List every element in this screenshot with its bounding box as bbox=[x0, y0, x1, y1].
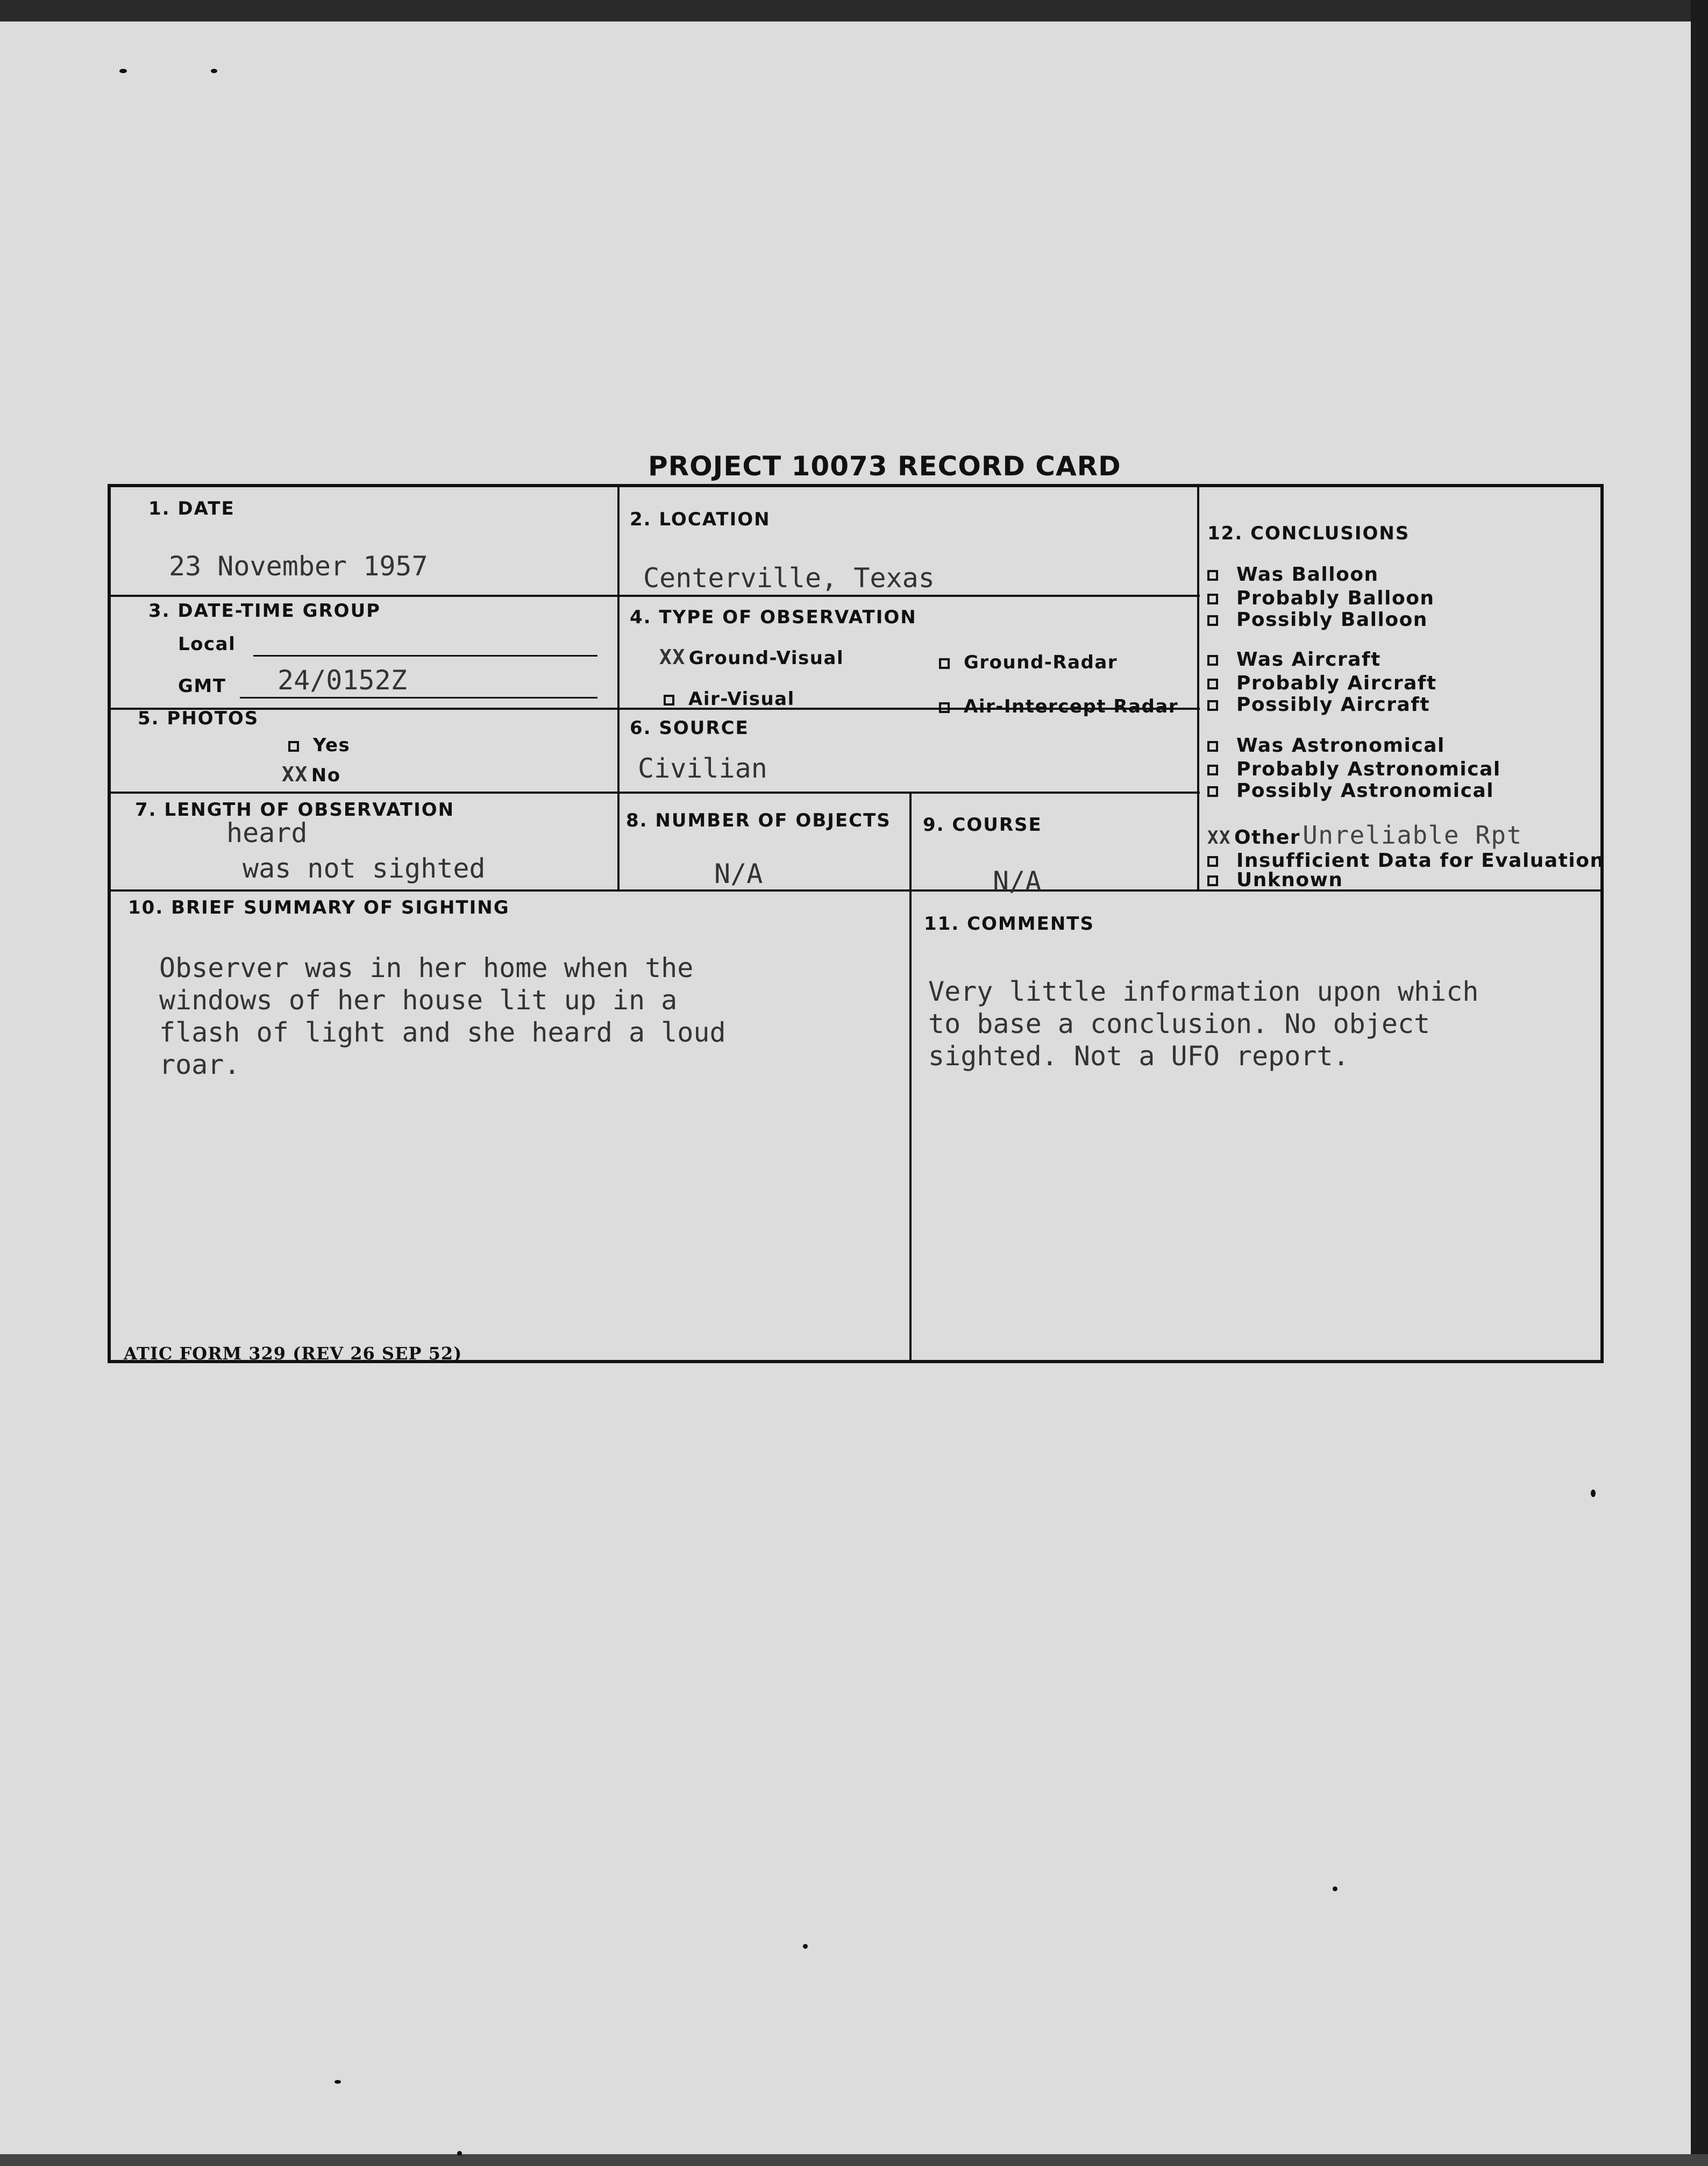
conclusion-option-label: Was Balloon bbox=[1236, 564, 1379, 586]
conclusion-option-label: Probably Aircraft bbox=[1236, 672, 1437, 694]
conclusion-probably-balloon bbox=[1207, 587, 1435, 609]
checked-mark: XX bbox=[1207, 827, 1231, 849]
option-label: No bbox=[311, 765, 341, 786]
conclusion-was-astronomical bbox=[1207, 735, 1445, 757]
rule bbox=[909, 792, 912, 1363]
conclusion-insufficient-data bbox=[1207, 850, 1605, 872]
scan-speck bbox=[1333, 1886, 1337, 1891]
form-identifier: ATIC FORM 329 (REV 26 SEP 52) bbox=[124, 1343, 462, 1364]
checkbox bbox=[939, 702, 950, 713]
checkbox bbox=[664, 695, 674, 706]
brief-summary-label: 10. BRIEF SUMMARY OF SIGHTING bbox=[128, 897, 510, 918]
type-of-observation-label: 4. TYPE OF OBSERVATION bbox=[630, 607, 917, 628]
checked-mark: XX bbox=[659, 645, 686, 669]
checkbox bbox=[1207, 655, 1218, 666]
date-time-group-label: 3. DATE-TIME GROUP bbox=[148, 600, 381, 622]
comment-line: Very little information upon which bbox=[928, 976, 1479, 1007]
checkbox bbox=[1207, 615, 1218, 626]
scan-edge-right bbox=[1691, 0, 1708, 2166]
option-label: Yes bbox=[313, 735, 351, 756]
conclusion-option-label: Unknown bbox=[1236, 869, 1343, 891]
checkbox bbox=[1207, 786, 1218, 797]
checkbox bbox=[288, 741, 299, 752]
option-label: Air-Visual bbox=[688, 688, 795, 710]
summary-line: flash of light and she heard a loud bbox=[159, 1017, 726, 1048]
option-photos-yes bbox=[288, 735, 350, 756]
scan-speck bbox=[335, 2080, 341, 2084]
course-value: N/A bbox=[993, 866, 1042, 897]
date-label: 1. DATE bbox=[148, 498, 235, 519]
photos-label: 5. PHOTOS bbox=[138, 708, 259, 729]
location-label: 2. LOCATION bbox=[630, 509, 771, 530]
checkbox bbox=[1207, 570, 1218, 581]
scan-edge-bottom bbox=[0, 2154, 1708, 2166]
source-label: 6. SOURCE bbox=[630, 717, 749, 739]
source-value: Civilian bbox=[638, 753, 767, 784]
conclusion-was-balloon bbox=[1207, 564, 1379, 586]
option-label: Ground-Visual bbox=[688, 647, 844, 669]
conclusion-option-label: Probably Balloon bbox=[1236, 587, 1435, 609]
rule bbox=[111, 792, 1200, 794]
gmt-label: GMT bbox=[178, 675, 226, 697]
checkbox bbox=[1207, 765, 1218, 775]
conclusion-possibly-aircraft bbox=[1207, 694, 1430, 716]
conclusion-possibly-astronomical bbox=[1207, 780, 1494, 802]
rule bbox=[1197, 487, 1199, 892]
conclusion-unknown bbox=[1207, 869, 1343, 891]
conclusion-was-aircraft bbox=[1207, 649, 1381, 671]
rule bbox=[617, 487, 620, 889]
conclusion-option-label: Possibly Balloon bbox=[1236, 609, 1428, 631]
scan-speck bbox=[457, 2151, 462, 2156]
length-value-line2: was not sighted bbox=[243, 853, 486, 884]
checkbox bbox=[939, 658, 950, 669]
comments-text bbox=[928, 975, 1479, 1072]
scan-speck bbox=[211, 69, 217, 73]
option-ground-radar bbox=[939, 652, 1118, 673]
conclusion-other bbox=[1207, 821, 1522, 850]
checkbox bbox=[1207, 594, 1218, 604]
scan-speck bbox=[1591, 1490, 1596, 1497]
checked-mark: XX bbox=[282, 763, 308, 786]
gmt-underline bbox=[240, 697, 597, 699]
conclusion-option-label: Was Aircraft bbox=[1236, 649, 1381, 671]
gmt-value: 24/0152Z bbox=[277, 665, 407, 696]
card-title: PROJECT 10073 RECORD CARD bbox=[648, 451, 1121, 482]
scan-speck bbox=[119, 69, 127, 73]
conclusion-option-label: Was Astronomical bbox=[1236, 735, 1445, 757]
checkbox bbox=[1207, 679, 1218, 689]
date-value: 23 November 1957 bbox=[169, 551, 428, 582]
scan-edge-top bbox=[0, 0, 1708, 22]
conclusion-option-label: Insufficient Data for Evaluation bbox=[1236, 850, 1605, 872]
conclusion-possibly-balloon bbox=[1207, 609, 1428, 631]
checkbox bbox=[1207, 741, 1218, 752]
conclusion-probably-astronomical bbox=[1207, 758, 1501, 780]
scan-speck bbox=[803, 1944, 808, 1949]
conclusion-probably-aircraft bbox=[1207, 672, 1437, 694]
local-underline bbox=[253, 655, 597, 657]
comment-line: to base a conclusion. No object bbox=[928, 1008, 1431, 1039]
option-photos-no bbox=[282, 763, 341, 786]
conclusion-option-label: Possibly Aircraft bbox=[1236, 694, 1431, 716]
length-value-line1: heard bbox=[226, 817, 308, 849]
comment-line: sighted. Not a UFO report. bbox=[928, 1041, 1349, 1072]
conclusion-other-value: Unreliable Rpt bbox=[1303, 821, 1522, 850]
rule bbox=[111, 595, 1200, 597]
number-of-objects-value: N/A bbox=[714, 858, 763, 889]
checkbox bbox=[1207, 875, 1218, 886]
rule bbox=[111, 889, 1604, 892]
option-label: Air-Intercept Radar bbox=[964, 696, 1179, 717]
location-value: Centerville, Texas bbox=[643, 562, 935, 594]
summary-line: roar. bbox=[159, 1049, 240, 1080]
option-ground-visual bbox=[659, 645, 844, 669]
conclusions-label: 12. CONCLUSIONS bbox=[1207, 523, 1410, 544]
comments-label: 11. COMMENTS bbox=[924, 913, 1094, 935]
length-of-observation-label: 7. LENGTH OF OBSERVATION bbox=[135, 799, 455, 821]
course-label: 9. COURSE bbox=[923, 814, 1042, 836]
number-of-objects-label: 8. NUMBER OF OBJECTS bbox=[626, 810, 891, 831]
conclusion-other-label: Other bbox=[1234, 826, 1301, 849]
option-label: Ground-Radar bbox=[964, 652, 1118, 673]
conclusion-option-label: Probably Astronomical bbox=[1236, 758, 1501, 780]
option-air-intercept-radar bbox=[939, 696, 1178, 717]
checkbox bbox=[1207, 856, 1218, 867]
summary-line: Observer was in her home when the bbox=[159, 952, 694, 984]
option-air-visual bbox=[664, 688, 795, 710]
checkbox bbox=[1207, 700, 1218, 711]
brief-summary-text bbox=[159, 952, 726, 1081]
summary-line: windows of her house lit up in a bbox=[159, 985, 678, 1016]
conclusion-option-label: Possibly Astronomical bbox=[1236, 780, 1494, 802]
local-label: Local bbox=[178, 633, 236, 655]
